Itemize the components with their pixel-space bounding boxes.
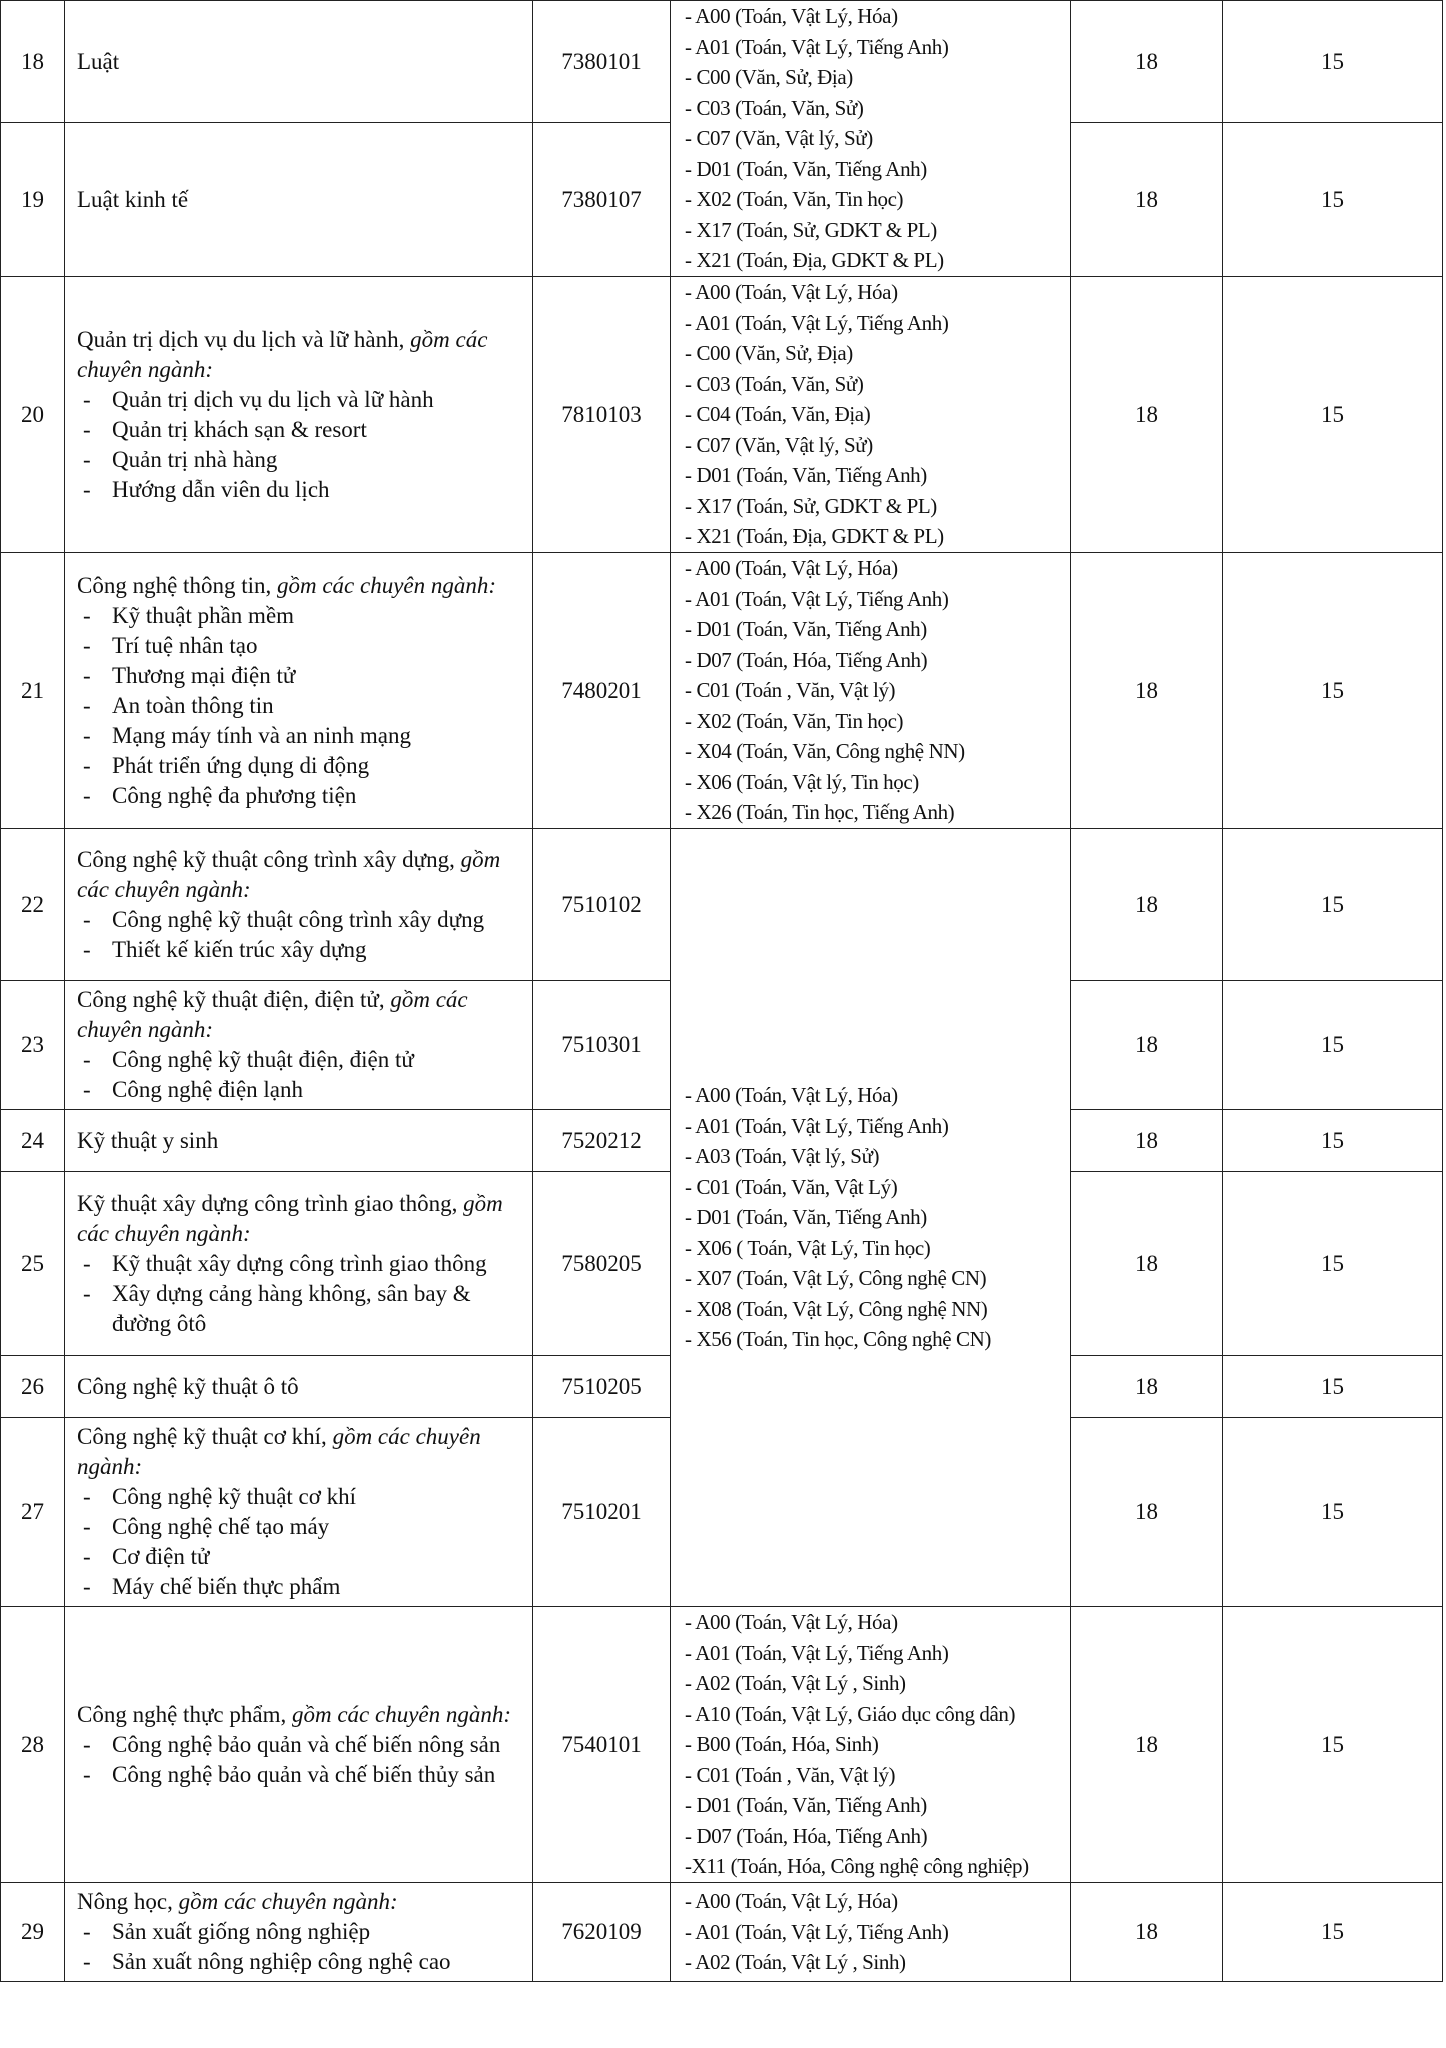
row-number: 28 xyxy=(1,1607,65,1883)
combination-item: - D01 (Toán, Văn, Tiếng Anh) xyxy=(685,156,927,181)
row-number: 22 xyxy=(1,829,65,981)
specialization-item: - Công nghệ bảo quản và chế biến nông sản xyxy=(77,1730,524,1760)
subject-combinations xyxy=(671,829,1071,1607)
specialization-list xyxy=(77,1730,524,1790)
major-subtitle: gồm các chuyên ngành: xyxy=(77,987,468,1042)
combination-item: - C01 (Toán, Văn, Vật Lý) xyxy=(685,1174,898,1199)
major-title-line xyxy=(77,1700,524,1730)
specialization-item: - Máy chế biến thực phẩm xyxy=(77,1572,524,1602)
major-subtitle: gồm các chuyên ngành: xyxy=(178,1889,398,1914)
major-title: Công nghệ kỹ thuật công trình xây dựng, xyxy=(77,846,455,872)
specialization-item: - Cơ điện tử xyxy=(77,1542,524,1572)
major-subtitle: gồm các chuyên ngành: xyxy=(291,1701,512,1727)
table-row xyxy=(1,1607,1443,1883)
specialization-item: - An toàn thông tin xyxy=(77,691,524,721)
combination-item: - A02 (Toán, Vật Lý , Sinh) xyxy=(685,1671,906,1696)
major-cell xyxy=(65,829,533,981)
major-code: 7380101 xyxy=(533,1,671,123)
combination-item: - D01 (Toán, Văn, Tiếng Anh) xyxy=(685,617,927,642)
subject-combinations xyxy=(671,1607,1071,1883)
combination-item: - A00 (Toán, Vật Lý, Hóa) xyxy=(685,556,898,581)
major-code: 7810103 xyxy=(533,277,671,553)
score-a: 18 xyxy=(1071,1883,1223,1982)
combination-item: - A01 (Toán, Vật Lý, Tiếng Anh) xyxy=(685,586,949,611)
combination-item: - A00 (Toán, Vật Lý, Hóa) xyxy=(685,1610,898,1635)
specialization-list xyxy=(77,601,524,811)
major-code: 7620109 xyxy=(533,1883,671,1982)
combination-item: - D07 (Toán, Hóa, Tiếng Anh) xyxy=(685,647,928,672)
score-b: 15 xyxy=(1223,981,1443,1110)
major-title: Công nghệ kỹ thuật ô tô xyxy=(77,1373,299,1399)
specialization-item: - Mạng máy tính và an ninh mạng xyxy=(77,721,524,751)
score-b: 15 xyxy=(1223,1883,1443,1982)
row-number: 18 xyxy=(1,1,65,123)
row-number: 26 xyxy=(1,1356,65,1418)
score-b: 15 xyxy=(1223,1356,1443,1418)
specialization-item: - Công nghệ kỹ thuật điện, điện tử xyxy=(77,1045,524,1075)
specialization-item: - Thiết kế kiến trúc xây dựng xyxy=(77,935,524,965)
row-number: 23 xyxy=(1,981,65,1110)
major-title: Luật kinh tế xyxy=(77,186,189,212)
combination-item: - D01 (Toán, Văn, Tiếng Anh) xyxy=(685,1205,927,1230)
major-title-line xyxy=(77,325,524,385)
major-subtitle: gồm các chuyên ngành: xyxy=(276,572,497,598)
score-b: 15 xyxy=(1223,829,1443,981)
major-cell xyxy=(65,1356,533,1418)
major-title-line xyxy=(77,47,524,77)
major-code: 7510301 xyxy=(533,981,671,1110)
major-cell xyxy=(65,553,533,829)
combination-item: - A00 (Toán, Vật Lý, Hóa) xyxy=(685,280,898,305)
major-code: 7520212 xyxy=(533,1110,671,1172)
specialization-item: - Công nghệ chế tạo máy xyxy=(77,1512,524,1542)
score-a: 18 xyxy=(1071,277,1223,553)
row-number: 25 xyxy=(1,1172,65,1356)
combination-item: - X17 (Toán, Sử, GDKT & PL) xyxy=(685,217,937,242)
combination-item: - X08 (Toán, Vật Lý, Công nghệ NN) xyxy=(685,1296,988,1321)
row-number: 20 xyxy=(1,277,65,553)
row-number: 27 xyxy=(1,1418,65,1607)
specialization-list xyxy=(77,1482,524,1602)
combination-item: - C03 (Toán, Văn, Sử) xyxy=(685,95,864,120)
combination-item: - A00 (Toán, Vật Lý, Hóa) xyxy=(685,1083,898,1108)
major-title: Công nghệ thông tin, xyxy=(77,572,272,598)
major-title-line xyxy=(77,1372,524,1402)
combination-item: - X17 (Toán, Sử, GDKT & PL) xyxy=(685,493,937,518)
specialization-item: - Quản trị khách sạn & resort xyxy=(77,415,524,445)
specialization-item: - Trí tuệ nhân tạo xyxy=(77,631,524,661)
major-title: Luật xyxy=(77,48,120,74)
score-a: 18 xyxy=(1071,1418,1223,1607)
major-subtitle: gồm các chuyên ngành: xyxy=(77,326,488,382)
combination-item: - A01 (Toán, Vật Lý, Tiếng Anh) xyxy=(685,1919,949,1944)
major-title-line xyxy=(77,1887,524,1917)
major-title-line xyxy=(77,1189,524,1249)
major-title: Quản trị dịch vụ du lịch và lữ hành, xyxy=(77,326,405,352)
specialization-item: - Sản xuất giống nông nghiệp xyxy=(77,1917,524,1947)
combination-item: - X26 (Toán, Tin học, Tiếng Anh) xyxy=(685,800,955,825)
combination-item: - X02 (Toán, Văn, Tin học) xyxy=(685,187,904,212)
combination-item: - X21 (Toán, Địa, GDKT & PL) xyxy=(685,524,944,549)
major-title: Công nghệ kỹ thuật cơ khí, xyxy=(77,1424,327,1449)
combination-item: -X11 (Toán, Hóa, Công nghệ công nghiệp) xyxy=(685,1854,1029,1879)
major-title-line xyxy=(77,571,524,601)
combination-item: - A02 (Toán, Vật Lý , Sinh) xyxy=(685,1950,906,1975)
major-code: 7510102 xyxy=(533,829,671,981)
major-code: 7580205 xyxy=(533,1172,671,1356)
combination-item: - C03 (Toán, Văn, Sử) xyxy=(685,371,864,396)
combination-item: - X21 (Toán, Địa, GDKT & PL) xyxy=(685,248,944,273)
specialization-item: - Xây dựng cảng hàng không, sân bay & đường ôtô xyxy=(77,1279,524,1339)
combination-item: - B00 (Toán, Hóa, Sinh) xyxy=(685,1732,879,1757)
major-cell xyxy=(65,981,533,1110)
row-number: 19 xyxy=(1,123,65,277)
combination-item: - A01 (Toán, Vật Lý, Tiếng Anh) xyxy=(685,34,949,59)
specialization-item: - Quản trị nhà hàng xyxy=(77,445,524,475)
specialization-list xyxy=(77,1249,524,1339)
specialization-item: - Thương mại điện tử xyxy=(77,661,524,691)
major-code: 7380107 xyxy=(533,123,671,277)
table-row xyxy=(1,553,1443,829)
major-cell xyxy=(65,277,533,553)
score-b: 15 xyxy=(1223,277,1443,553)
major-cell xyxy=(65,1883,533,1982)
combination-item: - X56 (Toán, Tin học, Công nghệ CN) xyxy=(685,1327,991,1352)
score-a: 18 xyxy=(1071,1172,1223,1356)
specialization-item: - Sản xuất nông nghiệp công nghệ cao xyxy=(77,1947,524,1977)
combination-item: - A01 (Toán, Vật Lý, Tiếng Anh) xyxy=(685,1113,949,1138)
major-title-line xyxy=(77,985,524,1045)
combination-item: - X07 (Toán, Vật Lý, Công nghệ CN) xyxy=(685,1266,987,1291)
major-code: 7480201 xyxy=(533,553,671,829)
major-cell xyxy=(65,1,533,123)
combination-item: - C04 (Toán, Văn, Địa) xyxy=(685,402,871,427)
major-title: Nông học, xyxy=(77,1889,173,1914)
major-title: Kỹ thuật xây dựng công trình giao thông, xyxy=(77,1190,458,1216)
major-code: 7510201 xyxy=(533,1418,671,1607)
specialization-item: - Kỹ thuật xây dựng công trình giao thông xyxy=(77,1249,524,1279)
specialization-item: - Công nghệ điện lạnh xyxy=(77,1075,524,1105)
table-row xyxy=(1,277,1443,553)
combination-item: - A01 (Toán, Vật Lý, Tiếng Anh) xyxy=(685,1640,949,1665)
specialization-item: - Phát triển ứng dụng di động xyxy=(77,751,524,781)
score-b: 15 xyxy=(1223,1418,1443,1607)
combination-item: - D07 (Toán, Hóa, Tiếng Anh) xyxy=(685,1823,928,1848)
specialization-item: - Công nghệ bảo quản và chế biến thủy sản xyxy=(77,1760,524,1790)
score-a: 18 xyxy=(1071,1607,1223,1883)
score-a: 18 xyxy=(1071,553,1223,829)
table-row xyxy=(1,829,1443,981)
specialization-list xyxy=(77,1917,524,1977)
major-cell xyxy=(65,1607,533,1883)
table-row xyxy=(1,1,1443,123)
score-b: 15 xyxy=(1223,123,1443,277)
combination-item: - C07 (Văn, Vật lý, Sử) xyxy=(685,126,873,151)
score-a: 18 xyxy=(1071,123,1223,277)
score-b: 15 xyxy=(1223,553,1443,829)
combination-item: - C00 (Văn, Sử, Địa) xyxy=(685,65,853,90)
major-cell xyxy=(65,1418,533,1607)
major-title-line xyxy=(77,1422,524,1482)
major-title: Kỹ thuật y sinh xyxy=(77,1127,219,1153)
combination-item: - A10 (Toán, Vật Lý, Giáo dục công dân) xyxy=(685,1701,1016,1726)
score-a: 18 xyxy=(1071,1356,1223,1418)
score-a: 18 xyxy=(1071,829,1223,981)
combination-item: - X02 (Toán, Văn, Tin học) xyxy=(685,708,904,733)
specialization-list xyxy=(77,385,524,505)
major-cell xyxy=(65,123,533,277)
major-title-line xyxy=(77,1126,524,1156)
subject-combinations xyxy=(671,1,1071,277)
admission-table-body xyxy=(1,1,1443,1982)
specialization-item: - Hướng dẫn viên du lịch xyxy=(77,475,524,505)
major-subtitle: gồm các chuyên ngành: xyxy=(77,1424,481,1479)
combination-item: - A00 (Toán, Vật Lý, Hóa) xyxy=(685,1889,898,1914)
combination-item: - A00 (Toán, Vật Lý, Hóa) xyxy=(685,4,898,29)
row-number: 21 xyxy=(1,553,65,829)
specialization-item: - Công nghệ kỹ thuật công trình xây dựng xyxy=(77,905,524,935)
subject-combinations xyxy=(671,277,1071,553)
major-cell xyxy=(65,1110,533,1172)
major-code: 7540101 xyxy=(533,1607,671,1883)
major-subtitle: gồm các chuyên ngành: xyxy=(77,846,501,902)
combination-item: - X06 (Toán, Vật lý, Tin học) xyxy=(685,769,919,794)
combination-item: - D01 (Toán, Văn, Tiếng Anh) xyxy=(685,1793,927,1818)
specialization-item: - Công nghệ kỹ thuật cơ khí xyxy=(77,1482,524,1512)
major-cell xyxy=(65,1172,533,1356)
combination-item: - A01 (Toán, Vật Lý, Tiếng Anh) xyxy=(685,310,949,335)
combination-item: - C01 (Toán , Văn, Vật lý) xyxy=(685,1762,896,1787)
score-a: 18 xyxy=(1071,981,1223,1110)
row-number: 29 xyxy=(1,1883,65,1982)
score-b: 15 xyxy=(1223,1,1443,123)
combination-item: - D01 (Toán, Văn, Tiếng Anh) xyxy=(685,463,927,488)
score-a: 18 xyxy=(1071,1110,1223,1172)
score-b: 15 xyxy=(1223,1172,1443,1356)
combination-item: - C00 (Văn, Sử, Địa) xyxy=(685,341,853,366)
major-code: 7510205 xyxy=(533,1356,671,1418)
score-a: 18 xyxy=(1071,1,1223,123)
subject-combinations xyxy=(671,1883,1071,1982)
combination-item: - C07 (Văn, Vật lý, Sử) xyxy=(685,432,873,457)
score-b: 15 xyxy=(1223,1607,1443,1883)
row-number: 24 xyxy=(1,1110,65,1172)
combination-item: - C01 (Toán , Văn, Vật lý) xyxy=(685,678,896,703)
table-row xyxy=(1,1883,1443,1982)
score-b: 15 xyxy=(1223,1110,1443,1172)
major-title-line xyxy=(77,185,524,215)
combination-item: - X04 (Toán, Văn, Công nghệ NN) xyxy=(685,739,965,764)
major-title: Công nghệ thực phẩm, xyxy=(77,1701,287,1727)
major-title: Công nghệ kỹ thuật điện, điện tử, xyxy=(77,987,385,1012)
subject-combinations xyxy=(671,553,1071,829)
specialization-item: - Quản trị dịch vụ du lịch và lữ hành xyxy=(77,385,524,415)
major-subtitle: gồm các chuyên ngành: xyxy=(77,1190,503,1246)
combination-item: - A03 (Toán, Vật lý, Sử) xyxy=(685,1144,880,1169)
combination-item: - X06 ( Toán, Vật Lý, Tin học) xyxy=(685,1235,931,1260)
major-title-line xyxy=(77,845,524,905)
specialization-list xyxy=(77,905,524,965)
specialization-item: - Công nghệ đa phương tiện xyxy=(77,781,524,811)
specialization-item: - Kỹ thuật phần mềm xyxy=(77,601,524,631)
specialization-list xyxy=(77,1045,524,1105)
